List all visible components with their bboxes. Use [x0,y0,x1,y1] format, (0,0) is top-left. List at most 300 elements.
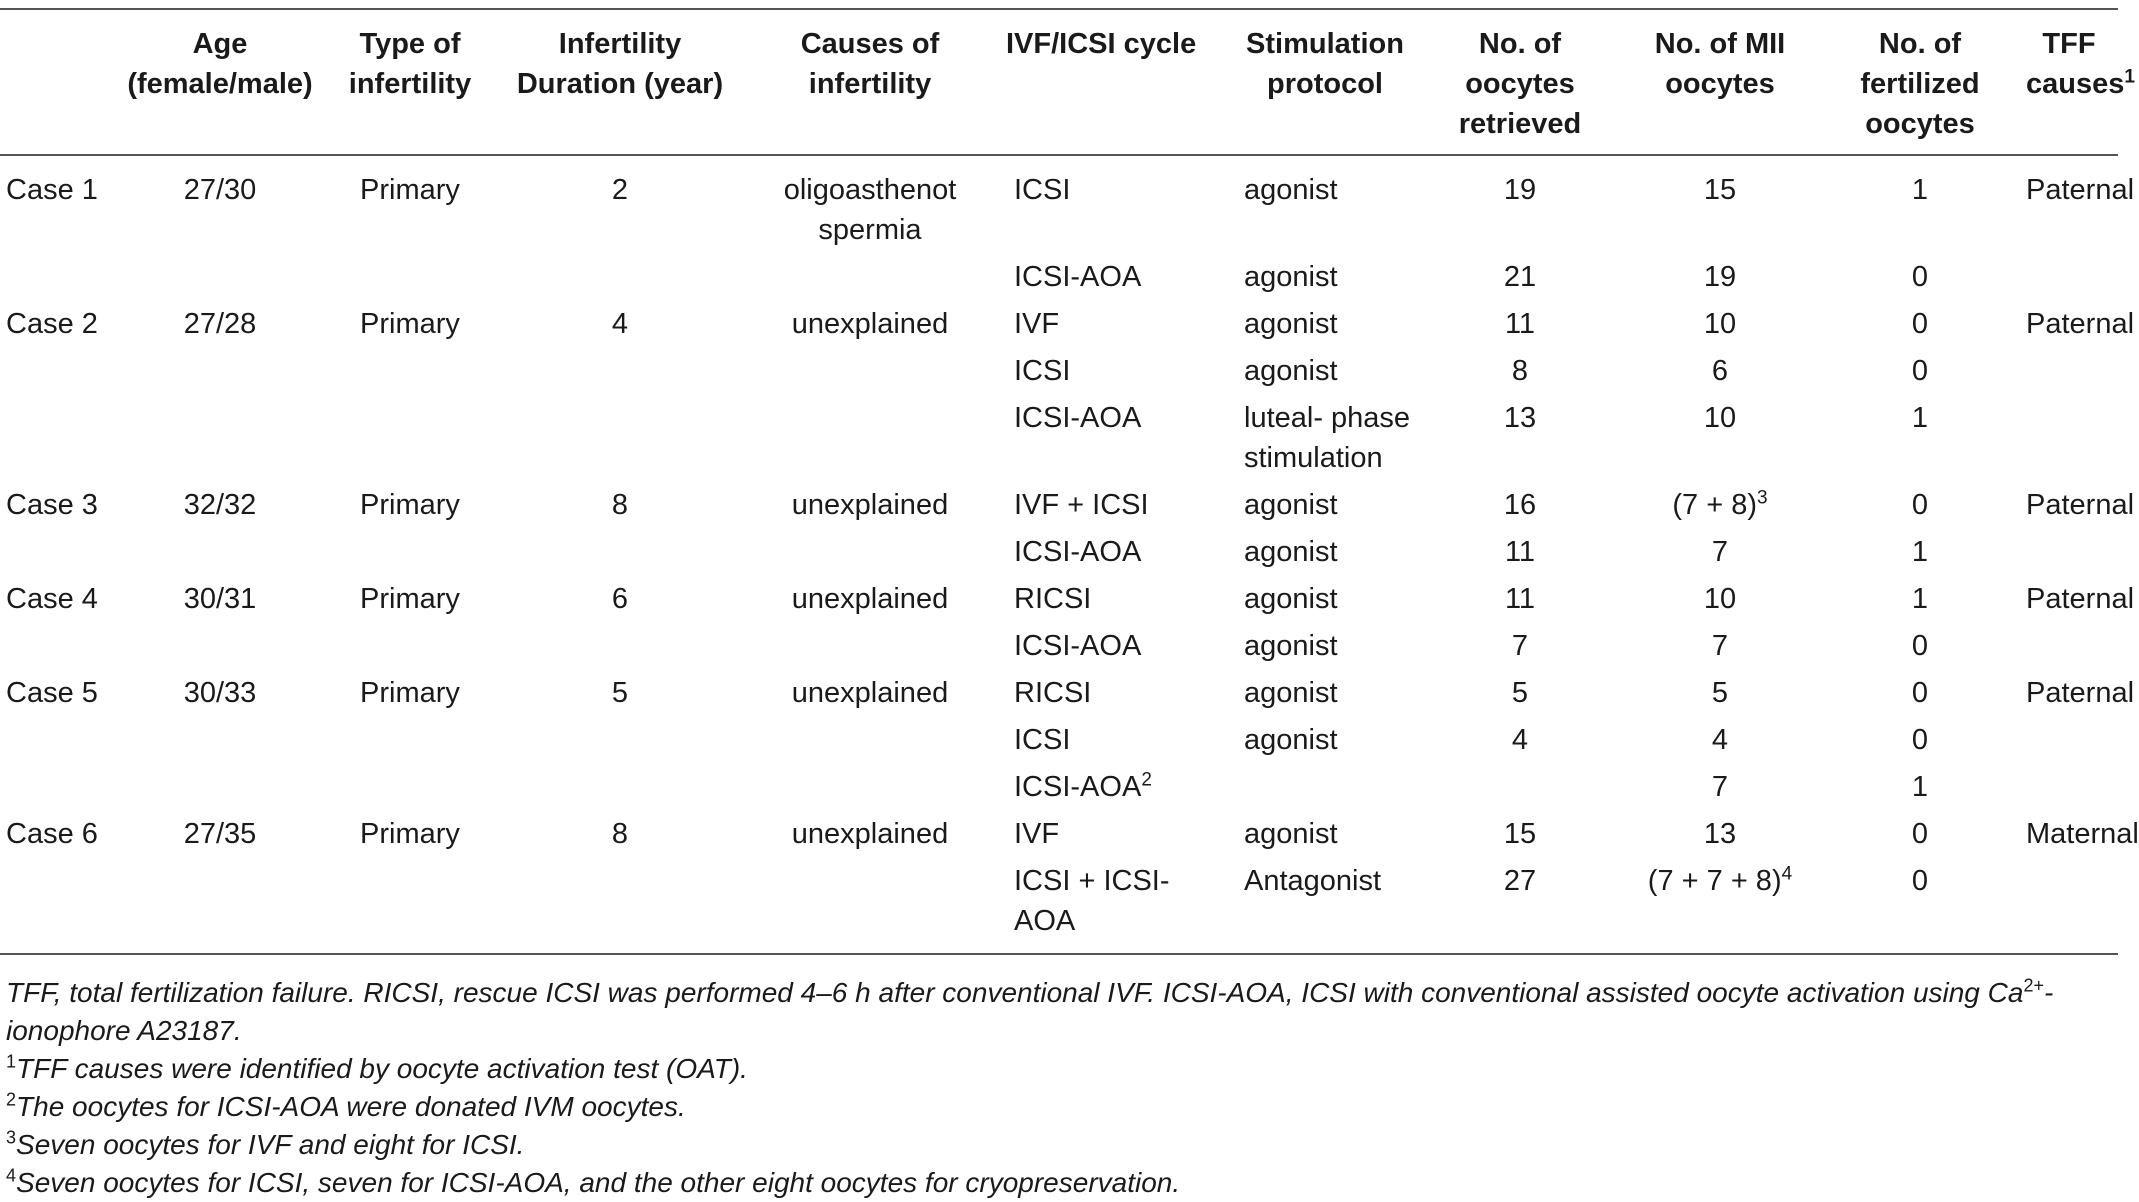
cell-type [320,525,500,572]
cell-stim [1230,572,1420,619]
cell-causes [740,572,1000,619]
cell-age [120,713,320,760]
cell-duration-text: 5 [611,677,629,709]
cell-causes-text: unexplained [791,818,949,850]
cell-retrieved [1420,391,1620,478]
cell-mii [1620,713,1820,760]
cell-retrieved-text: 5 [1511,677,1529,709]
cell-causes [740,619,1000,666]
cell-duration-text: 4 [611,308,629,340]
cell-mii-text: 10 [1703,583,1737,615]
cell-age-text: 27/28 [183,308,257,340]
cell-duration-text: 2 [611,174,629,206]
cell-fertilized-text: 0 [1911,261,1929,293]
cell-causes [740,297,1000,344]
col-header-duration: Infertility Duration (year) [516,28,724,100]
cell-age-text: 30/33 [183,677,257,709]
cell-duration [500,525,740,572]
cell-tff-text: Paternal [2026,489,2135,521]
cell-case [0,854,120,954]
cell-mii [1620,666,1820,713]
cell-causes-text: unexplained [791,489,949,521]
cell-cycle [1000,854,1230,954]
table-row [0,250,2118,297]
cell-tff [2020,391,2118,478]
col-header-mii: No. of MII oocytes [1654,28,1786,100]
cell-fertilized [1820,344,2020,391]
cell-stim-text: agonist [1244,489,1338,521]
footnote-text: Seven oocytes for ICSI, seven for ICSI-AOA, and the other eight oocytes for cryopreservation. [16,1167,1181,1198]
cell-retrieved [1420,250,1620,297]
cell-stim-text: agonist [1244,174,1338,206]
cell-case [0,666,120,713]
cell-retrieved-text: 11 [1504,308,1536,340]
col-header-tff [2020,9,2135,155]
cell-type-text: Primary [360,677,460,709]
cell-type [320,478,500,525]
cell-cycle-text: ICSI-AOA [1014,630,1142,662]
cell-retrieved-text: 13 [1503,402,1537,434]
cell-causes [740,713,1000,760]
table-row [0,525,2118,572]
cell-fertilized [1820,155,2020,250]
cell-type-text: Primary [360,583,460,615]
cell-fertilized [1820,525,2020,572]
footnote-2 [6,1088,2106,1126]
cell-type [320,807,500,854]
cell-causes [740,344,1000,391]
cell-stim-text: agonist [1244,818,1338,850]
data-table [0,8,2139,955]
col-header-retrieved: No. of oocytes retrieved [1458,28,1582,140]
cell-retrieved-text: 4 [1511,724,1529,756]
cell-mii-text: 5 [1711,677,1729,709]
cell-causes-text: unexplained [791,308,949,340]
cell-case-text: Case 6 [6,818,98,850]
cell-case [0,572,120,619]
table-row [0,155,2118,250]
table-row [0,297,2118,344]
cell-tff [2020,344,2118,391]
cell-case [0,297,120,344]
cell-duration [500,760,740,807]
cell-cycle-text: ICSI + ICSI-AOA [1014,865,1170,937]
cell-tff [2020,297,2135,344]
cell-mii-text: 4 [1711,724,1729,756]
footnote-text: The oocytes for ICSI-AOA were donated IVM oocytes. [16,1091,686,1122]
cell-retrieved [1420,807,1620,854]
footnote-text: TFF causes were identified by oocyte activation test (OAT). [16,1053,748,1084]
cell-stim [1230,155,1420,250]
cell-mii-text: 13 [1703,818,1737,850]
cell-fertilized [1820,666,2020,713]
cell-cycle [1000,525,1230,572]
cell-fertilized-text: 1 [1911,536,1929,568]
cell-age [120,760,320,807]
cell-mii-text: 7 [1711,536,1729,568]
cell-mii [1620,155,1820,250]
cell-cycle [1000,760,1230,807]
cell-tff [2020,713,2118,760]
table-row [0,572,2118,619]
col-header-stim: Stimulation protocol [1246,28,1404,100]
cell-case-text: Case 5 [6,677,98,709]
cell-mii [1620,344,1820,391]
cell-stim-text: agonist [1244,261,1338,293]
footnote-mark: 3 [6,1127,17,1148]
cell-case-text: Case 3 [6,489,98,521]
cell-fertilized [1820,713,2020,760]
cell-stim-text: luteal- phase stimulation [1244,402,1411,474]
cell-fertilized [1820,250,2020,297]
cell-duration [500,344,740,391]
cell-cycle-text: RICSI [1014,583,1092,615]
cell-type-text: Primary [360,308,460,340]
cell-causes [740,250,1000,297]
cell-tff-text: Paternal [2026,174,2135,206]
cell-causes [740,807,1000,854]
cell-mii-text: (7 + 8) [1672,489,1758,521]
table-row [0,854,2118,954]
cell-duration-text: 8 [611,818,629,850]
col-header-causes: Causes of infertility [800,28,940,100]
cell-cycle [1000,713,1230,760]
tff-header-label: TFF causes [2026,28,2125,100]
cell-case [0,344,120,391]
cell-tff-text: Paternal [2026,583,2135,615]
footnote-mark: 2 [1141,769,1152,791]
cell-duration [500,250,740,297]
cell-duration [500,572,740,619]
cell-mii-text: 10 [1703,308,1737,340]
cell-stim-text: agonist [1244,677,1338,709]
cell-duration [500,666,740,713]
cell-causes [740,666,1000,713]
cell-tff [2020,250,2118,297]
cell-fertilized-text: 0 [1911,865,1929,897]
cell-retrieved-text: 15 [1503,818,1537,850]
cell-causes [740,391,1000,478]
cell-duration [500,619,740,666]
cell-fertilized-text: 0 [1911,677,1929,709]
cell-causes-text: oligoasthenot spermia [783,174,957,246]
cell-tff [2020,666,2135,713]
footnote-mark: 3 [1757,487,1768,509]
cell-cycle [1000,478,1230,525]
cell-age [120,250,320,297]
cell-cycle-text: ICSI [1014,724,1071,756]
cell-age [120,478,320,525]
cell-fertilized [1820,619,2020,666]
cell-stim [1230,760,1420,807]
cell-mii [1620,525,1820,572]
col-header-case [0,9,120,155]
cell-type-text: Primary [360,174,460,206]
cell-mii [1620,391,1820,478]
table-row [0,760,2118,807]
cell-case [0,807,120,854]
cell-retrieved [1420,619,1620,666]
cell-mii-text: (7 + 7 + 8) [1647,865,1782,897]
cell-type [320,250,500,297]
cell-stim-text: agonist [1244,308,1338,340]
cell-retrieved [1420,666,1620,713]
table-row [0,807,2118,854]
cell-cycle [1000,807,1230,854]
cell-causes [740,478,1000,525]
cell-duration-text: 6 [611,583,629,615]
cell-cycle-text: ICSI [1014,355,1071,387]
cell-cycle-text: IVF + ICSI [1014,489,1149,521]
abbrev-text-end: -ionophore A23187. [6,977,2054,1046]
cell-retrieved-text: 7 [1511,630,1529,662]
col-header-fertilized: No. of fertilized oocytes [1860,28,1980,140]
calcium-superscript: 2+ [2023,975,2044,996]
cell-fertilized-text: 0 [1911,630,1929,662]
cell-fertilized [1820,297,2020,344]
cell-stim [1230,525,1420,572]
col-header-cycle: IVF/ICSI cycle [1006,28,1197,60]
cell-type [320,572,500,619]
col-header-age: Age (female/male) [127,28,313,100]
cell-case [0,619,120,666]
cell-stim [1230,478,1420,525]
cell-duration [500,297,740,344]
cell-fertilized-text: 1 [1911,174,1929,206]
cell-duration [500,155,740,250]
cell-type-text: Primary [360,489,460,521]
cell-causes [740,155,1000,250]
cell-retrieved [1420,478,1620,525]
cell-age [120,344,320,391]
cell-mii-text: 15 [1703,174,1737,206]
cell-stim-text: agonist [1244,583,1338,615]
cell-retrieved-text: 21 [1503,261,1537,293]
cell-mii [1620,760,1820,807]
cell-stim [1230,854,1420,954]
cell-type [320,760,500,807]
cell-age-text: 32/32 [183,489,257,521]
cell-fertilized [1820,854,2020,954]
cell-type-text: Primary [360,818,460,850]
cell-retrieved [1420,572,1620,619]
cell-mii [1620,854,1820,954]
cell-retrieved-text: 27 [1503,865,1537,897]
cell-cycle-text: ICSI-AOA [1014,402,1142,434]
cell-cycle-text: RICSI [1014,677,1092,709]
cell-causes-text: unexplained [791,677,949,709]
cell-type [320,619,500,666]
cell-case [0,525,120,572]
cell-age [120,619,320,666]
cell-cycle [1000,155,1230,250]
cell-age [120,391,320,478]
cell-type [320,854,500,954]
cell-case [0,391,120,478]
cell-retrieved-text: 8 [1511,355,1529,387]
cell-type [320,344,500,391]
cell-tff [2020,760,2118,807]
cell-tff [2020,807,2139,854]
cell-case-text: Case 1 [6,174,98,206]
cell-fertilized-text: 0 [1911,818,1929,850]
cell-retrieved-text: 11 [1504,583,1536,615]
cell-age-text: 27/35 [183,818,257,850]
cell-case [0,250,120,297]
cell-tff [2020,854,2118,954]
footnote-3 [6,1126,2106,1164]
cell-type [320,713,500,760]
cell-retrieved [1420,525,1620,572]
cell-duration [500,854,740,954]
cell-cycle-text: ICSI-AOA [1014,771,1142,803]
cell-duration [500,391,740,478]
cell-cycle [1000,391,1230,478]
footnote-mark: 2 [6,1089,17,1110]
cell-age [120,297,320,344]
cell-type [320,666,500,713]
table-footnotes [6,974,2106,1202]
cell-age [120,525,320,572]
cell-cycle-text: IVF [1014,308,1060,340]
cell-age [120,854,320,954]
cell-fertilized [1820,572,2020,619]
cell-fertilized-text: 0 [1911,308,1929,340]
cell-stim [1230,619,1420,666]
cell-fertilized-text: 1 [1911,583,1929,615]
cell-type [320,297,500,344]
cell-retrieved-text: 11 [1504,536,1536,568]
cell-cycle [1000,572,1230,619]
cell-fertilized-text: 1 [1911,402,1929,434]
cell-retrieved-text: 19 [1503,174,1537,206]
table-body [0,155,2139,954]
cell-mii [1620,478,1820,525]
cell-mii [1620,250,1820,297]
cell-stim-text: Antagonist [1244,865,1382,897]
cell-stim-text: agonist [1244,536,1338,568]
cell-cycle-text: ICSI-AOA [1014,536,1142,568]
cell-fertilized-text: 0 [1911,355,1929,387]
cell-stim [1230,297,1420,344]
cell-tff [2020,525,2118,572]
cell-case [0,713,120,760]
cell-mii [1620,572,1820,619]
cell-causes [740,525,1000,572]
cell-duration-text: 8 [611,489,629,521]
cell-age [120,666,320,713]
cell-tff [2020,155,2135,250]
cell-retrieved [1420,155,1620,250]
col-header-type: Type of infertility [348,28,472,100]
cell-retrieved [1420,344,1620,391]
cell-age-text: 30/31 [183,583,257,615]
cell-mii-text: 7 [1711,630,1729,662]
abbreviations-note [6,974,2106,1050]
footnote-mark: 4 [1781,863,1793,885]
cell-stim [1230,713,1420,760]
footnote-1 [6,1050,2106,1088]
cell-stim [1230,344,1420,391]
cell-mii-text: 19 [1703,261,1737,293]
cell-fertilized-text: 0 [1911,724,1929,756]
cell-duration [500,478,740,525]
cell-stim-text: agonist [1244,724,1338,756]
cell-tff-text: Paternal [2026,308,2135,340]
cell-mii-text: 10 [1703,402,1737,434]
cell-cycle-text: ICSI [1014,174,1071,206]
cell-age [120,155,320,250]
cell-stim-text: agonist [1244,630,1338,662]
table-row [0,344,2118,391]
cell-cycle [1000,619,1230,666]
cell-duration [500,807,740,854]
cell-tff-text: Maternal [2026,818,2139,850]
cell-stim-text: agonist [1244,355,1338,387]
cell-stim [1230,391,1420,478]
cell-tff [2020,572,2135,619]
cell-case [0,478,120,525]
cell-cycle-text: ICSI-AOA [1014,261,1142,293]
cell-cycle [1000,666,1230,713]
table-row [0,391,2118,478]
cell-fertilized-text: 1 [1911,771,1929,803]
cell-case-text: Case 2 [6,308,98,340]
cell-mii-text: 6 [1711,355,1729,387]
table-row [0,666,2118,713]
cell-causes [740,760,1000,807]
cell-retrieved [1420,297,1620,344]
cell-stim [1230,807,1420,854]
footnote-text: Seven oocytes for IVF and eight for ICSI. [16,1129,525,1160]
cell-type [320,391,500,478]
cell-retrieved [1420,854,1620,954]
cell-mii-text: 7 [1711,771,1729,803]
cell-case-text: Case 4 [6,583,98,615]
cell-age [120,572,320,619]
footnote-mark: 1 [6,1051,17,1072]
cell-mii [1620,807,1820,854]
cell-age [120,807,320,854]
cell-tff [2020,478,2135,525]
cell-causes [740,854,1000,954]
cell-fertilized [1820,807,2020,854]
cell-stim [1230,666,1420,713]
cell-retrieved [1420,713,1620,760]
cell-cycle [1000,344,1230,391]
cell-retrieved-text: 16 [1503,489,1537,521]
cell-mii [1620,297,1820,344]
cell-fertilized-text: 0 [1911,489,1929,521]
cell-causes-text: unexplained [791,583,949,615]
tff-header-footnote-mark: 1 [2124,66,2135,88]
cell-cycle [1000,297,1230,344]
table-row [0,713,2118,760]
abbrev-text: TFF, total fertilization failure. RICSI, rescue ICSI was performed 4–6 h after conventional IVF. ICSI-AOA, ICSI with conventional assisted oocyte activation using Ca [6,977,2024,1008]
cell-tff-text: Paternal [2026,677,2135,709]
cell-duration [500,713,740,760]
footnote-4 [6,1164,2106,1202]
cell-case [0,760,120,807]
cell-type [320,155,500,250]
cell-retrieved [1420,760,1620,807]
table-row [0,619,2118,666]
cell-cycle-text: IVF [1014,818,1060,850]
cell-fertilized [1820,760,2020,807]
cell-fertilized [1820,391,2020,478]
table-row [0,478,2118,525]
cell-case [0,155,120,250]
